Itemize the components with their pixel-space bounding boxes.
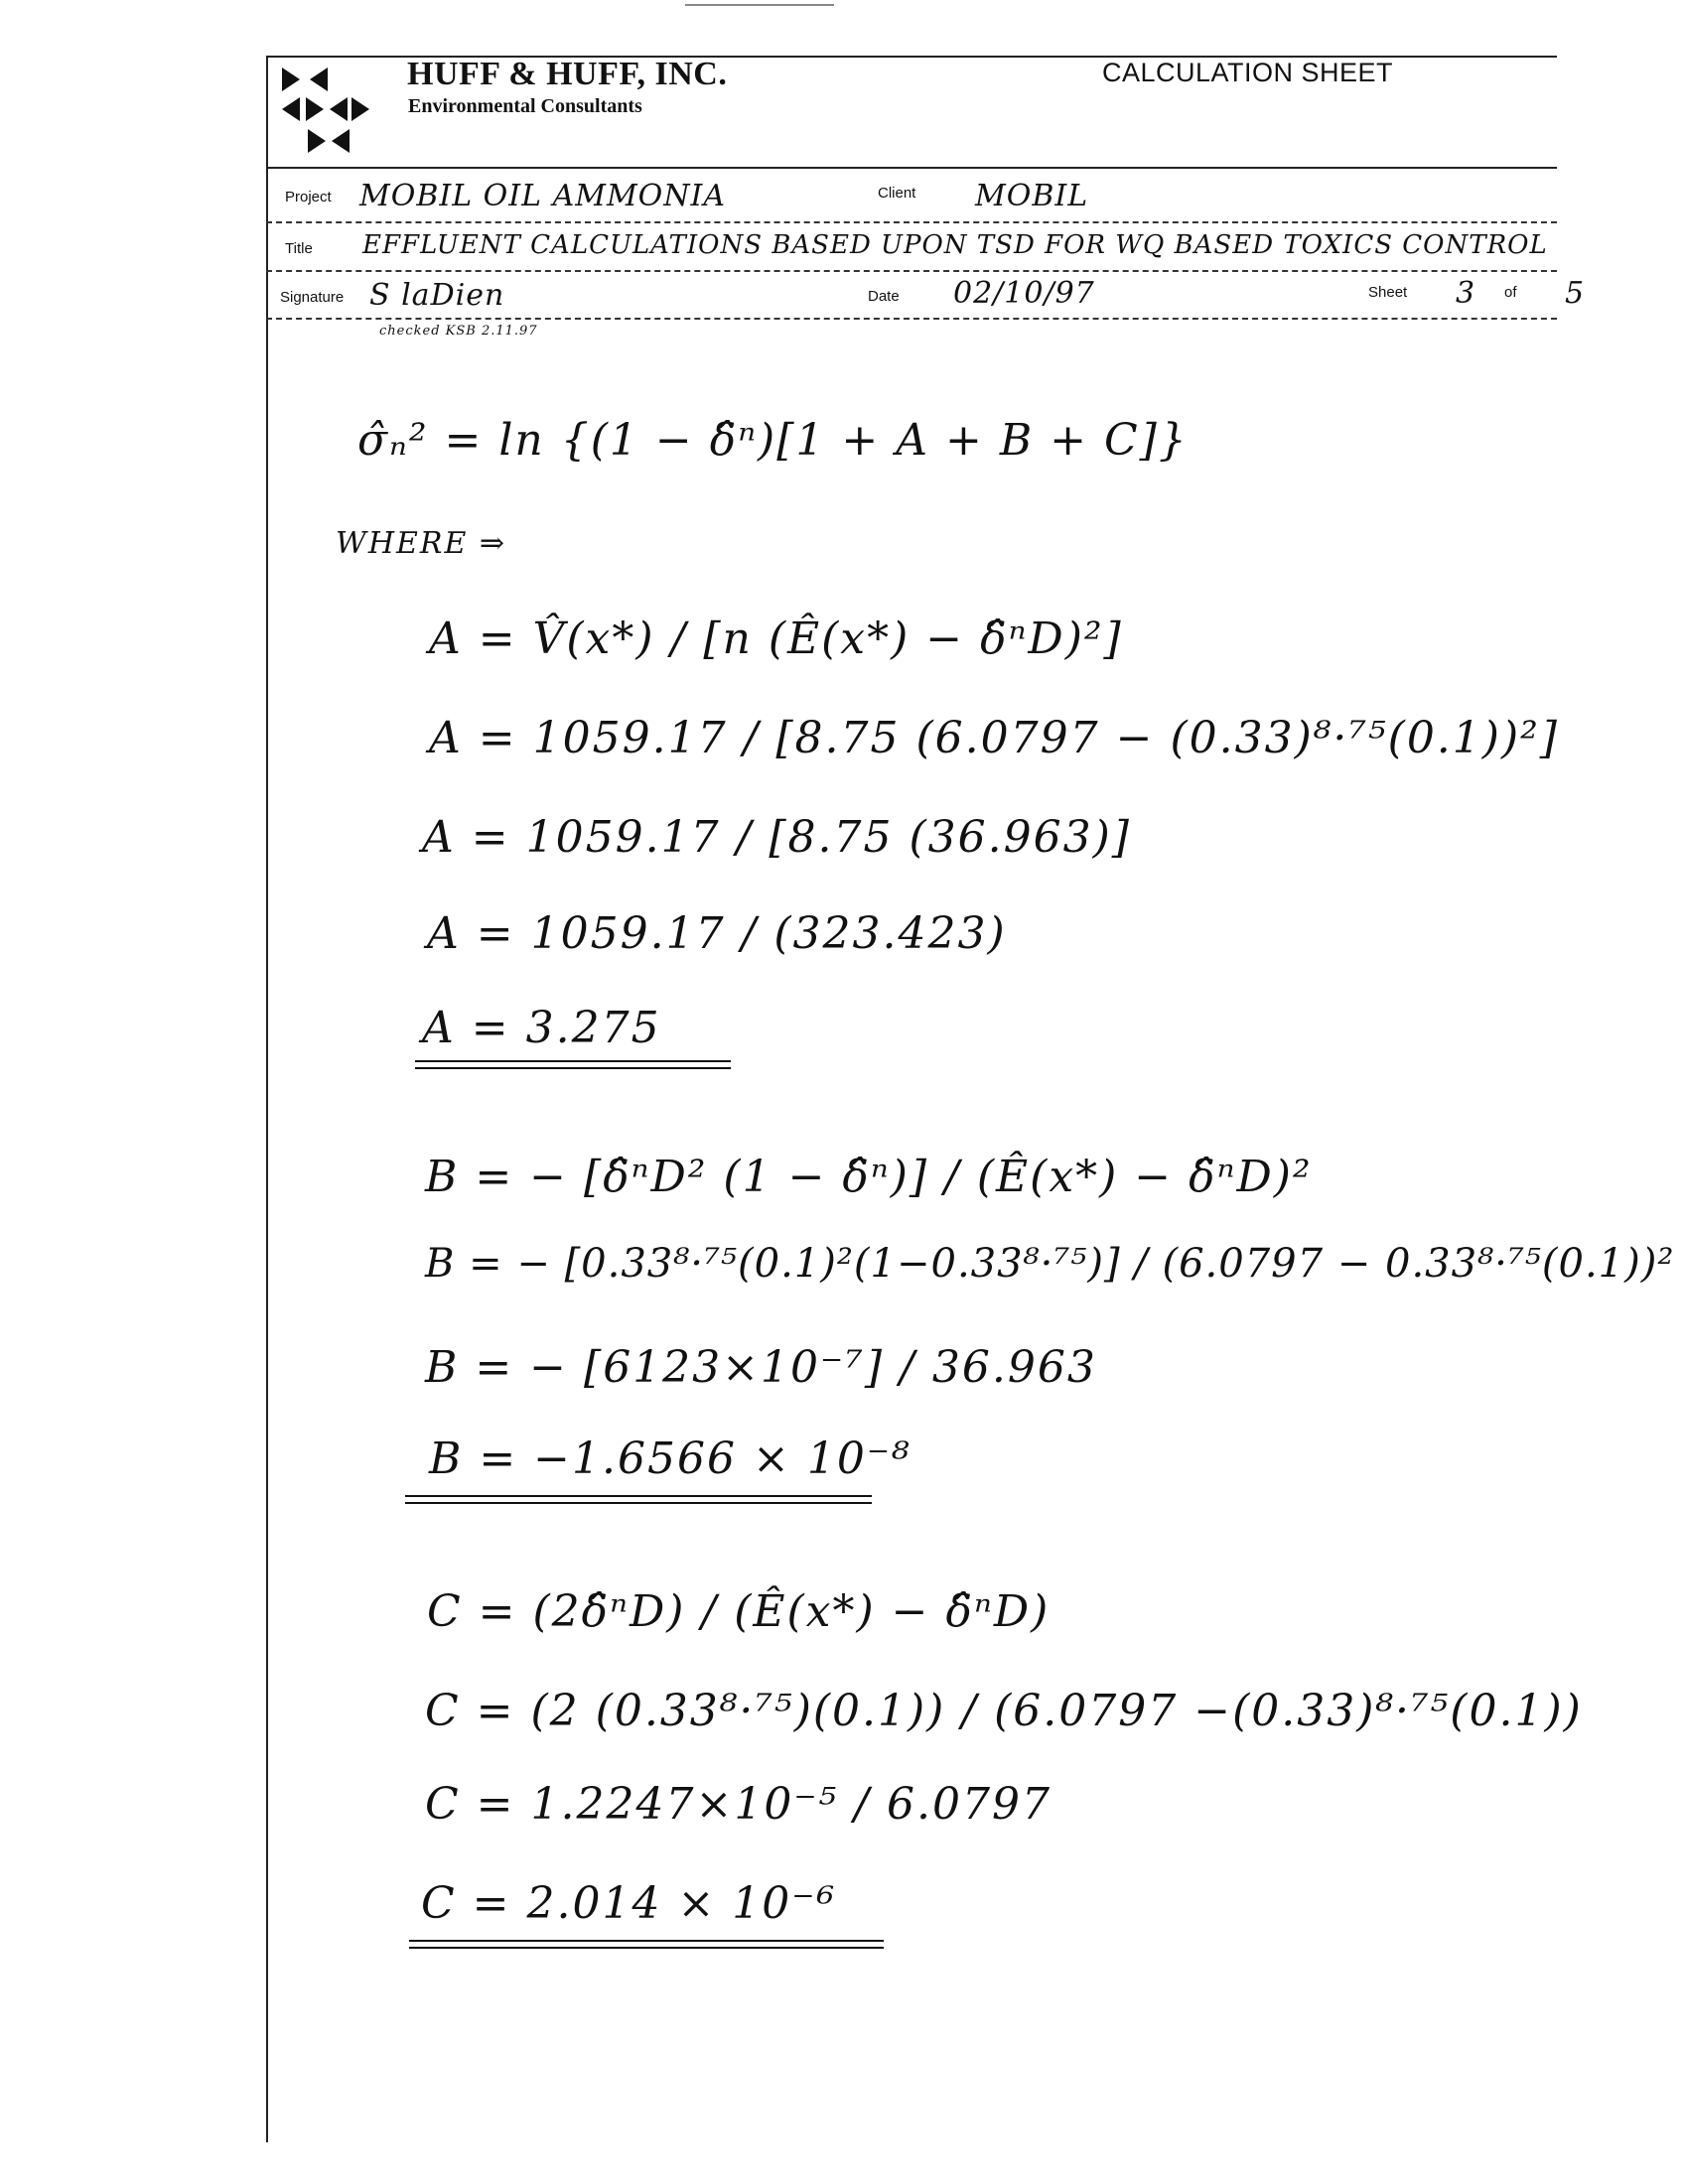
result-a-underline [415,1060,731,1069]
project-label: Project [285,189,332,205]
sheet-type-title: CALCULATION SHEET [1102,58,1394,87]
header-divider [266,167,1557,169]
equation-b-substitution: B = − [0.33⁸·⁷⁵(0.1)²(1−0.33⁸·⁷⁵)] / (6.0797 − 0.33⁸·⁷⁵(0.1))² [425,1241,1675,1287]
where-label: WHERE ⇒ [336,526,507,561]
signature-label: Signature [280,289,345,306]
equation-a-step: A = 1059.17 / (323.423) [427,908,1007,959]
main-equation: σ̂ₙ² = ln {(1 − δ̂ⁿ)[1 + A + B + C]} [357,415,1189,466]
company-name: HUFF & HUFF, INC. [407,56,728,92]
signature-row-line [266,318,1557,320]
equation-a-step: A = 1059.17 / [8.75 (36.963)] [422,812,1131,863]
result-c-underline [409,1940,884,1949]
project-row-line [266,221,1557,223]
project-value: MOBIL OIL AMMONIA [359,179,727,213]
date-value: 02/10/97 [953,276,1095,311]
of-label: of [1504,284,1517,301]
scan-mark [685,4,834,6]
equation-c-step: C = 1.2247×10⁻⁵ / 6.0797 [425,1779,1052,1830]
date-label: Date [868,288,900,305]
sheet-total: 5 [1565,276,1586,311]
company-logo [280,60,389,159]
equation-b-result: B = −1.6566 × 10⁻⁸ [429,1433,912,1484]
checked-note: checked KSB 2.11.97 [379,324,538,339]
sheet-number: 3 [1456,276,1476,311]
title-label: Title [285,240,313,257]
left-margin-rule [266,58,268,2142]
equation-a-substitution: A = 1059.17 / [8.75 (6.0797 − (0.33)⁸·⁷⁵(0.1))²] [429,713,1559,763]
equation-c-formula: C = (2δ̂ⁿD) / (Ê(x*) − δ̂ⁿD) [427,1586,1051,1637]
equation-a-result: A = 3.275 [422,1003,661,1053]
equation-c-result: C = 2.014 × 10⁻⁶ [421,1878,837,1929]
title-row-line [266,270,1557,272]
result-b-underline [405,1495,872,1504]
equation-c-substitution: C = (2 (0.33⁸·⁷⁵)(0.1)) / (6.0797 −(0.33)⁸·⁷⁵(0.1)) [425,1686,1583,1736]
client-label: Client [878,185,916,202]
equation-a-formula: A = V̂(x*) / [n (Ê(x*) − δ̂ⁿD)²] [429,614,1123,664]
equation-b-formula: B = − [δ̂ⁿD² (1 − δ̂ⁿ)] / (Ê(x*) − δ̂ⁿD)² [425,1152,1313,1202]
client-value: MOBIL [975,179,1089,213]
signature-value: S laDien [369,278,505,313]
sheet-label: Sheet [1368,284,1408,301]
equation-b-step: B = − [6123×10⁻⁷] / 36.963 [425,1342,1097,1393]
company-tagline: Environmental Consultants [408,95,642,117]
title-value: EFFLUENT CALCULATIONS BASED UPON TSD FOR WQ BASED TOXICS CONTROL [362,230,1548,260]
